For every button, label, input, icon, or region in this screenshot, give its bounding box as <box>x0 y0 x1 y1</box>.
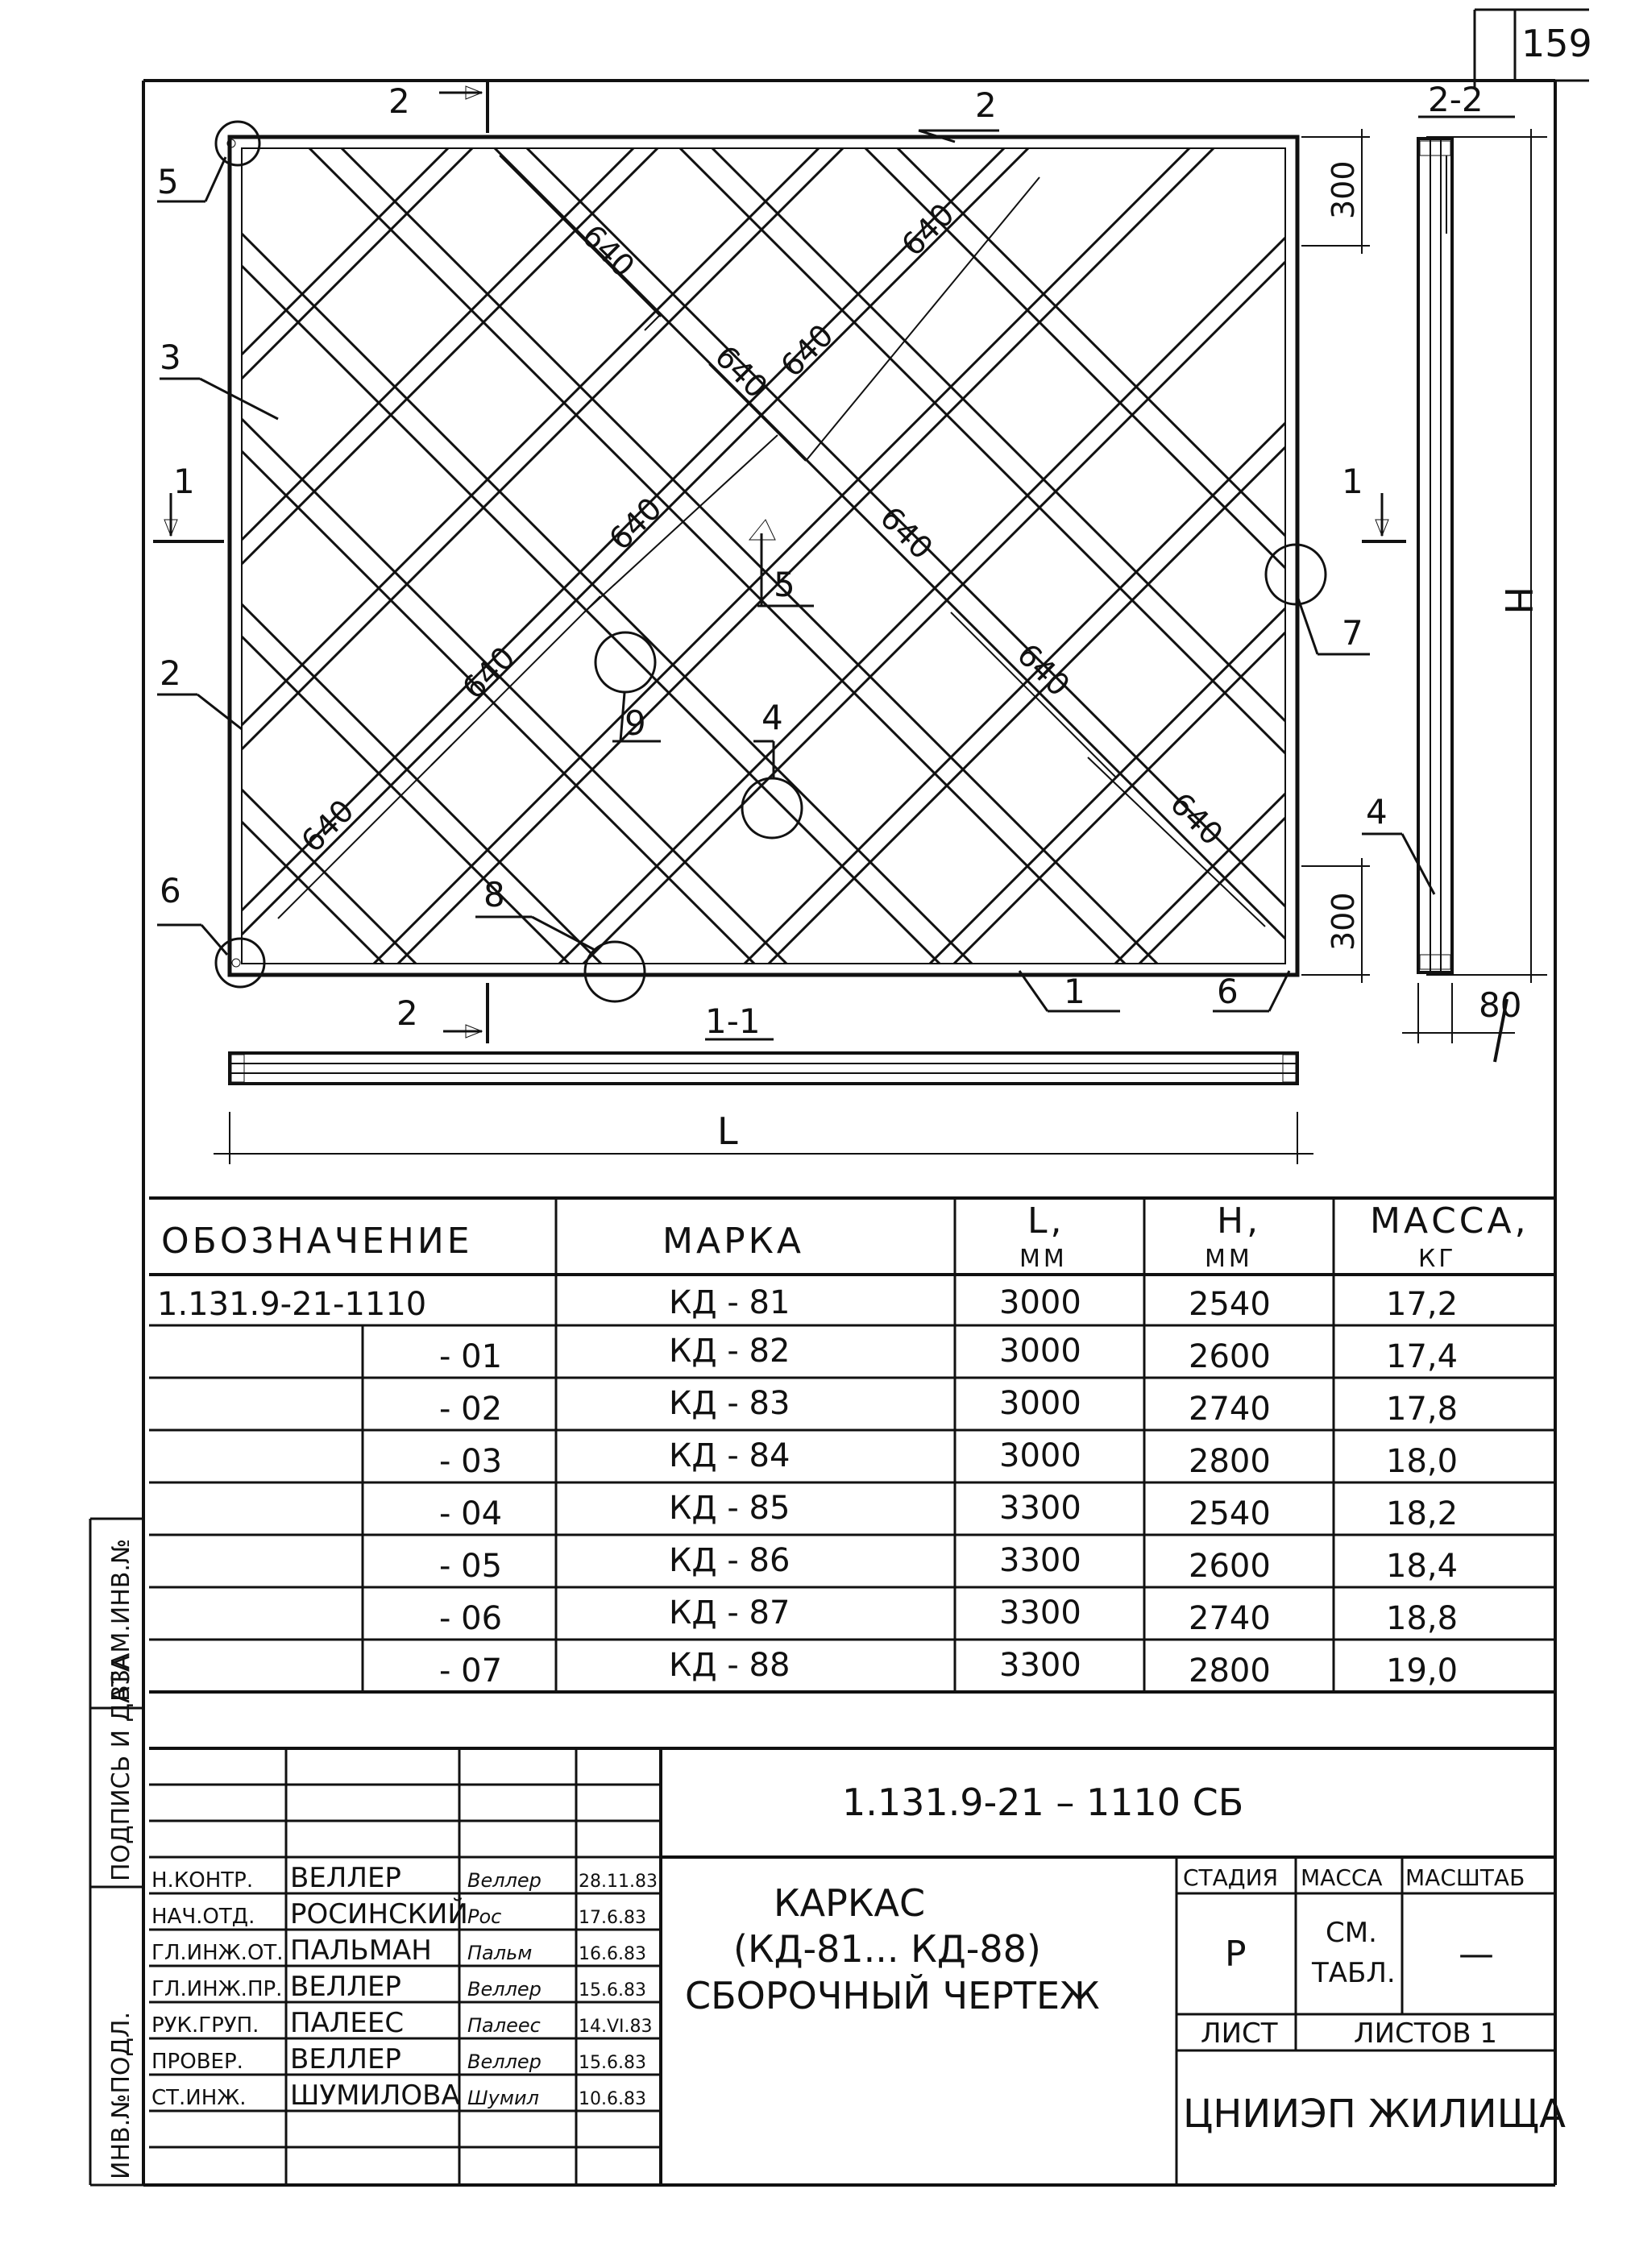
section-mark-2-bottom: 2 <box>396 993 418 1033</box>
callout-numbers <box>157 85 1388 1011</box>
hdr-h-unit: ММ <box>1205 1245 1253 1273</box>
document-code: 1.131.9-21 – 1110 СБ <box>842 1781 1244 1824</box>
signer-signature: Веллер <box>467 1978 542 2001</box>
callout-8: 8 <box>483 875 505 914</box>
signer-role: ГЛ.ИНЖ.ОТ. <box>151 1941 284 1965</box>
cell-h: 2740 <box>1189 1391 1271 1428</box>
cell-mass: 18,0 <box>1386 1443 1459 1480</box>
table-row <box>439 1542 1458 1585</box>
dim-640-f: 640 <box>873 500 940 566</box>
cell-mass: 19,0 <box>1386 1652 1459 1690</box>
hdr-designation: ОБОЗНАЧЕНИЕ <box>161 1221 473 1262</box>
signer-signature: Палеес <box>467 2014 541 2037</box>
cell-mass: 17,4 <box>1386 1338 1459 1375</box>
cell-mark: КД - 81 <box>669 1284 791 1321</box>
signer-date: 14.VI.83 <box>579 2017 653 2037</box>
cell-l: 3000 <box>999 1437 1081 1474</box>
cell-l: 3300 <box>999 1542 1081 1579</box>
title-line-3: СБОРОЧНЫЙ ЧЕРТЕЖ <box>685 1974 1100 2017</box>
signer-date: 28.11.83 <box>579 1872 658 1892</box>
cell-mark: КД - 82 <box>669 1333 791 1370</box>
section-1-1-view <box>214 1039 1313 1164</box>
dim-80: 80 <box>1479 985 1522 1025</box>
signer-role: СТ.ИНЖ. <box>151 2086 247 2110</box>
dim-H: H <box>1496 587 1540 615</box>
cell-mark: КД - 86 <box>669 1542 791 1579</box>
callout-2-top: 2 <box>975 85 997 125</box>
cell-mark: КД - 83 <box>669 1385 791 1422</box>
signer-row <box>151 2043 646 2075</box>
signer-name: РОСИНСКИЙ <box>290 1898 468 1930</box>
detail-circles <box>216 122 1326 1001</box>
right-vertical-dims <box>1301 129 1370 983</box>
mass-value-1: СМ. <box>1326 1917 1377 1949</box>
cell-l: 3000 <box>999 1284 1081 1321</box>
title-line-2: (КД-81... КД-88) <box>733 1927 1041 1971</box>
sheet-label: ЛИСТ <box>1201 2017 1278 2050</box>
scale-value: — <box>1459 1934 1494 1975</box>
table-row <box>439 1333 1458 1375</box>
callout-5: 5 <box>157 162 179 201</box>
cell-mass: 17,2 <box>1386 1286 1459 1323</box>
callout-2-left: 2 <box>160 653 181 693</box>
signer-name: ПАЛЕЕС <box>290 2007 405 2039</box>
callout-4-mid: 4 <box>761 698 783 737</box>
cell-mass: 18,8 <box>1386 1600 1459 1637</box>
signer-date: 16.6.83 <box>579 1944 646 1964</box>
signer-date: 10.6.83 <box>579 2089 646 2109</box>
cell-designation: - 05 <box>439 1548 503 1585</box>
cell-designation: - 03 <box>439 1443 503 1480</box>
cell-designation: - 06 <box>439 1600 503 1637</box>
cell-designation: - 07 <box>439 1652 503 1690</box>
hdr-mass-unit: КГ <box>1418 1245 1457 1273</box>
signer-name: ВЕЛЛЕР <box>290 1862 401 1894</box>
cell-l: 3000 <box>999 1385 1081 1422</box>
dim-640-d: 640 <box>774 317 840 384</box>
sheet-number: 159 <box>1521 22 1592 65</box>
organization-name: ЦНИИЭП ЖИЛИЩА <box>1183 2092 1566 2137</box>
sheets-label: ЛИСТОВ 1 <box>1354 2017 1498 2050</box>
callout-6-left: 6 <box>160 871 181 910</box>
cell-mark: КД - 84 <box>669 1437 791 1474</box>
signer-signature: Пальм <box>467 1942 533 1964</box>
signer-date: 15.6.83 <box>579 1980 646 2001</box>
dim-L: L <box>717 1109 738 1153</box>
cell-designation: - 01 <box>439 1338 503 1375</box>
signer-row <box>151 1897 646 1930</box>
callout-5-mid: 5 <box>774 565 795 604</box>
cell-l: 3300 <box>999 1647 1081 1684</box>
hdr-h-top: H, <box>1217 1200 1262 1242</box>
cell-h: 2800 <box>1189 1652 1271 1690</box>
hdr-mark: МАРКА <box>662 1221 804 1262</box>
dim-640-j: 640 <box>1163 786 1230 852</box>
stage-value: Р <box>1225 1934 1247 1975</box>
title-line-1: КАРКАС <box>774 1881 926 1925</box>
hdr-l-unit: ММ <box>1019 1245 1068 1273</box>
dim-640-g: 640 <box>455 639 522 707</box>
lattice-diagonals <box>0 129 1635 999</box>
signer-signature: Веллер <box>467 1869 542 1892</box>
signer-row <box>151 2079 646 2112</box>
mass-value-2: ТАБЛ. <box>1312 1957 1396 1989</box>
signer-row <box>151 1934 646 1967</box>
callout-6-right: 6 <box>1217 972 1239 1011</box>
cell-mass: 17,8 <box>1386 1391 1459 1428</box>
cell-designation: - 04 <box>439 1495 503 1532</box>
title-name <box>685 1881 1100 2017</box>
signer-name: ВЕЛЛЕР <box>290 1971 401 2003</box>
signer-date: 15.6.83 <box>579 2053 646 2073</box>
signer-row <box>151 1862 658 1894</box>
cell-mass: 18,4 <box>1386 1548 1459 1585</box>
dim-640-e: 640 <box>602 490 669 558</box>
signer-role: Н.КОНТР. <box>151 1868 254 1893</box>
table-row <box>439 1647 1458 1690</box>
signer-role: НАЧ.ОТД. <box>151 1905 255 1929</box>
signer-role: ПРОВЕР. <box>151 2050 243 2074</box>
signer-signature: Рос <box>467 1905 502 1928</box>
cell-l: 3300 <box>999 1490 1081 1527</box>
signer-signature: Шумил <box>467 2087 539 2109</box>
cell-h: 2800 <box>1189 1443 1271 1480</box>
section-mark-1-right: 1 <box>1342 462 1363 501</box>
dim-640-b: 640 <box>894 196 961 263</box>
callout-1: 1 <box>1064 972 1085 1011</box>
dim-300-top: 300 <box>1326 160 1361 219</box>
table-row <box>439 1385 1458 1428</box>
hdr-mass-top: МАССА, <box>1370 1200 1529 1242</box>
signer-date: 17.6.83 <box>579 1908 646 1928</box>
signer-row <box>151 1971 646 2003</box>
callout-9: 9 <box>625 703 646 743</box>
stamp-vzam-inv: ВЗАМ.ИНВ.№ <box>107 1538 135 1702</box>
table-row <box>439 1490 1458 1532</box>
signer-role: РУК.ГРУП. <box>151 2013 259 2038</box>
section-title-1-1: 1-1 <box>705 1001 761 1041</box>
signer-signature: Веллер <box>467 2050 542 2073</box>
cell-mark: КД - 85 <box>669 1490 791 1527</box>
section-mark-1-left: 1 <box>173 462 195 501</box>
table-rows <box>157 1284 1458 1690</box>
cell-l: 3000 <box>999 1333 1081 1370</box>
cell-h: 2740 <box>1189 1600 1271 1637</box>
table-row <box>439 1594 1458 1637</box>
signer-name: ВЕЛЛЕР <box>290 2043 401 2075</box>
cell-h: 2600 <box>1189 1548 1271 1585</box>
stamp-inv-podl: ИНВ.№ПОДЛ. <box>107 2011 135 2179</box>
stamp-sign-date: ПОДПИСЬ И ДАТА <box>107 1655 135 1881</box>
cell-l: 3300 <box>999 1594 1081 1632</box>
scale-label: МАСШТАБ <box>1405 1864 1525 1891</box>
cell-designation: - 02 <box>439 1391 503 1428</box>
hdr-l-top: L, <box>1027 1200 1065 1242</box>
cell-h: 2540 <box>1189 1495 1271 1532</box>
dim-300-bottom: 300 <box>1326 892 1361 951</box>
cell-h: 2540 <box>1189 1286 1271 1323</box>
cell-mark: КД - 88 <box>669 1647 791 1684</box>
stage-label: СТАДИЯ <box>1183 1864 1279 1891</box>
dim-640-a: 640 <box>575 218 642 284</box>
dim-640-i: 640 <box>294 792 361 860</box>
section-mark-2-top: 2 <box>388 81 410 121</box>
table-row <box>439 1437 1458 1480</box>
specification-table <box>149 1198 1555 1692</box>
section-title-2-2: 2-2 <box>1428 80 1484 119</box>
signer-name: ШУМИЛОВА <box>290 2079 460 2112</box>
signer-role: ГЛ.ИНЖ.ПР. <box>151 1977 283 2001</box>
table-header <box>161 1200 1529 1273</box>
signer-name: ПАЛЬМАН <box>290 1934 432 1967</box>
frame-elevation <box>0 122 1635 1001</box>
dim-640-c: 640 <box>708 338 775 405</box>
callout-4-side: 4 <box>1366 792 1388 831</box>
cell-mark: КД - 87 <box>669 1594 791 1632</box>
callout-7: 7 <box>1342 613 1363 653</box>
cell-designation: 1.131.9-21-1110 <box>157 1286 427 1323</box>
cell-h: 2600 <box>1189 1338 1271 1375</box>
cell-mass: 18,2 <box>1386 1495 1459 1532</box>
table-row <box>157 1284 1458 1323</box>
callout-3: 3 <box>160 338 181 377</box>
mass-label: МАССА <box>1301 1864 1383 1891</box>
dim-640-h: 640 <box>1010 636 1077 703</box>
